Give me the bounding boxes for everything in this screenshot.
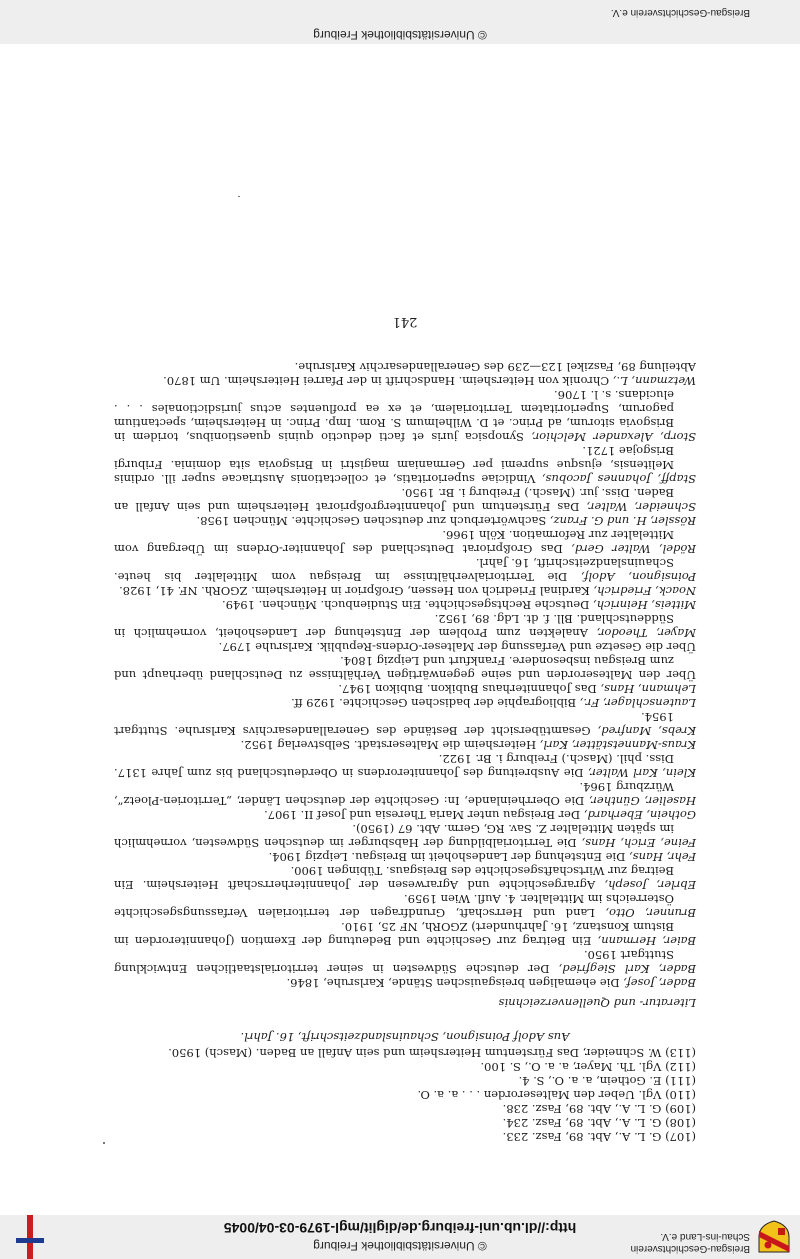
reference-item: [114, 654, 696, 682]
reference-text: Agrargeschichte und Agrarwesen der Johanniterherrschaft Heitersheim. Ein Beitrag zur Wirtschaftsgeschichte des Breisgaus. Tübingen 1900.: [114, 864, 674, 892]
reference-item: [114, 514, 696, 528]
page-number: 241: [392, 314, 418, 329]
reference-text: Heitersheim die Malteserstadt. Selbstverlag 1952.: [240, 738, 540, 752]
university-cross-icon: [16, 1215, 44, 1259]
header-bar: [0, 1215, 800, 1259]
page-content: [114, 314, 696, 1144]
reference-text: Synopsica juris et facti deductio quinis quaestionibus, toridem in Brisgovia sitorum, ad Princ. et D. Wilhelmum S. Rom. Imp. Princ. in Heitersheim, spectantium pagorum, Superioritatem Territorialem, et ex ea profluentes actus jurisdictionales . . . elucidans. s. l. 1706.: [113, 388, 674, 444]
reference-author: Ebrler, Joseph,: [604, 878, 696, 892]
footnote: (109) G. L. A., Abt. 89, Fasz. 238.: [502, 1102, 696, 1116]
reference-text: Gesamtübersicht der Bestände des Generallandesarchivs Karlsruhe. Stuttgart 1954.: [114, 710, 674, 738]
reference-item: [114, 752, 696, 780]
reference-author: Fehr, Hans,: [629, 850, 696, 864]
footnotes-list: [114, 1046, 696, 1144]
reference-author: Lautenschlager, Fr.,: [579, 696, 696, 710]
reference-item: [114, 556, 696, 584]
reference-text: Vindiciae superioritatis, et collectationis Austriacae super ill. ordinis Melitensis, ejusque supremi per Germaniam magistri in Brisgovia sita dominia. Friburgi Brisgojae 1721.: [114, 444, 674, 486]
reference-text: Analekten zum Problem der Entstehung der Landeshoheit, vornehmlich in Süddeutschland. Bll. f. dt. Ldg. 89, 1952.: [113, 612, 674, 640]
reference-item: [114, 696, 696, 710]
reference-text: Der Breisgau unter Maria Theresia und Josef II. 1907.: [264, 808, 584, 822]
reference-author: Mitteis, Heinrich,: [593, 598, 696, 612]
reference-author: Krebs, Manfred,: [597, 724, 696, 738]
reference-item: [114, 822, 696, 850]
reference-text: Über den Malteserorden und seine gegenwärtigen Verhältnisse zu Deutschland überhaupt und zum Breisgau insbesondere. Frankfurt und Leipzig 1804.: [114, 654, 696, 682]
reference-item: [114, 948, 696, 976]
reference-text: Die Territorialbildung der Habsburger im deutschen Südwesten, vornehmlich im späten Mittelalter Z. Sav. RG, Germ. Abt. 67 (1950).: [113, 822, 674, 850]
reference-item: [114, 374, 696, 388]
reference-author: Klein, Karl Walter,: [587, 766, 696, 780]
reference-item: [114, 780, 696, 808]
reference-author: Brunner, Otto,: [605, 906, 696, 920]
reference-author: Stapff, Johannes Jacobus,: [541, 472, 696, 486]
reference-item: [114, 598, 696, 612]
reference-author: Baier, Hermann,: [597, 934, 696, 948]
reference-text: Die Oberrheinlande, In: Geschichte der deutschen Länder, „Territorien-Ploetz“, Würzburg 1964.: [113, 780, 674, 808]
reference-item: [114, 388, 696, 444]
reference-item: [114, 710, 696, 738]
library-copyright: © Universitätsbibliothek Freiburg: [313, 1239, 487, 1253]
scan-speck: [238, 196, 240, 197]
reference-text: Sachwörterbuch zur deutschen Geschichte. München 1958.: [196, 514, 550, 528]
reference-text: Deutsche Rechtsgeschichte. Ein Studienbuch. München. 1949.: [221, 598, 593, 612]
document-url-link[interactable]: http://dl.ub.uni-freiburg.de/diglit/mgl-1979-03-04/0045: [223, 1220, 577, 1236]
reference-item: [114, 444, 696, 486]
reference-text: Das Fürstentum und Johannitergroßpriorat Heitersheim und sein Anfall an Baden. Diss. jur. (Masch.) Freiburg i. Br. 1950.: [113, 486, 674, 514]
reference-text: Über die Gesetze und Verfassung der Malteser-Ordens-Republik. Karlsruhe 1797.: [218, 640, 696, 654]
reference-author: Bader, Josef,: [623, 976, 696, 990]
reference-item: [114, 864, 696, 892]
reference-text: Kardinal Friedrich von Hessen, Großprior in Heitersheim. ZGORh. NF. 41, 1928.: [119, 584, 594, 598]
reference-text: Die ehemaligen breisgauischen Stände, Karlsruhe, 1846.: [286, 976, 624, 990]
footnote: (112) Vgl. Th. Mayer, a. a. O., S. 100.: [480, 1060, 696, 1074]
reference-text: Die Entstehung der Landeshoheit im Breisgau. Leipzig 1904.: [268, 850, 630, 864]
reference-author: Kraus-Mannetstätter, Karl,: [539, 738, 696, 752]
reference-item: [114, 584, 696, 598]
reference-text: Abteilung 89, Faszikel 123—239 des Generallandesarchiv Karlsruhe.: [294, 360, 696, 374]
reference-author: Feine, Erich, Hans,: [581, 836, 696, 850]
footer-library-copyright: © Universitätsbibliothek Freiburg: [313, 28, 487, 42]
reference-item: [114, 682, 696, 696]
reference-author: Rödel, Walter Gerd,: [571, 542, 696, 556]
reference-item: [114, 486, 696, 514]
reference-text: Ein Beitrag zur Geschichte und Bedeutung der Exemtion (Johanniterorden im Bistum Konstanz, 16. Jahrhundert) ZGORh, NF 25, 1910.: [114, 920, 674, 948]
scan-speck: [103, 1142, 105, 1144]
reference-text: Die Ausbreitung des Johanniterordens in Oberdeutschland bis zum Jahre 1317. Diss. phil. (Masch.) Freiburg i. Br. 1922.: [114, 752, 674, 780]
reference-item: [114, 976, 696, 990]
footnote: (110) Vgl. Ueber den Malteserorden . . . a. a. O.: [417, 1088, 696, 1102]
reference-author: Storp, Alexander Melchior,: [531, 430, 696, 444]
reference-author: Mayer, Theodor,: [596, 626, 696, 640]
image-credit: Aus Adolf Poinsignon, Schauinslandzeitschrift, 16. Jahrl.: [240, 1030, 570, 1044]
references-list: [114, 360, 696, 990]
reference-text: Der deutsche Südwesten in seiner territorialstaatlichen Entwicklung Stuttgart 1950.: [113, 948, 674, 976]
reference-author: Schneider, Walter,: [586, 500, 696, 514]
reference-author: Gothein, Eberhard,: [583, 808, 696, 822]
footnote: (108) G. L. A., Abt. 89, Fasz. 234.: [502, 1116, 696, 1130]
reference-text: Chronik von Heitersheim. Handschrift in der Pfarrei Heitersheim. Um 1870.: [163, 374, 613, 388]
reference-author: Rössler, H. und G. Franz,: [549, 514, 696, 528]
reference-text: Die Territorialverhältnisse im Breisgau vom Mittelalter bis heute. Schauinslandzeitschrift, 16. Jahrl.: [114, 556, 674, 584]
reference-item: [114, 920, 696, 948]
footnote: (113) W. Schneider, Das Fürstentum Heitersheim und sein Anfall an Baden. (Masch) 1950.: [168, 1046, 696, 1060]
reference-item: [114, 640, 696, 654]
reference-author: Noack, Friedrich,: [593, 584, 696, 598]
footnote: (107) G. L. A., Abt. 89, Fasz. 233.: [502, 1130, 696, 1144]
reference-text: Das Johanniterhaus Bubikon. Bubikon 1947.: [338, 682, 601, 696]
reference-item: [114, 738, 696, 752]
footnote: (111) E. Gothein, a. a. O., S. 4.: [518, 1074, 696, 1088]
society-name: Breisgau-Geschichtsverein Schau-ins-Land e.V.: [630, 1231, 750, 1254]
reference-item: [114, 808, 696, 822]
footer-society-name: Breisgau-Geschichtsverein e.V.: [610, 7, 750, 18]
reference-author: Haselier, Günther,: [588, 794, 696, 808]
reference-item: [114, 850, 696, 864]
reference-item: [114, 360, 696, 374]
reference-author: Lehmann, Hans,: [600, 682, 696, 696]
reference-author: Wetzmann, L.,: [612, 374, 696, 388]
reference-author: Bader, Karl Siegfried,: [558, 962, 696, 976]
reference-text: Land und Herrschaft, Grundfragen der territorialen Verfassungsgeschichte Österreichs im Mittelalter. 4. Aufl. Wien 1959.: [114, 892, 674, 920]
reference-author: Poinsignon, Adolf,: [580, 570, 696, 584]
reference-text: Bibliographie der badischen Geschichte. 1929 ff.: [291, 696, 580, 710]
reference-item: [114, 612, 696, 640]
footer-bar: [0, 0, 800, 44]
reference-item: [114, 892, 696, 920]
section-heading: Literatur- und Quellenverzeichnis: [498, 996, 696, 1010]
reference-text: Das Großpriorat Deutschland des Johanniter-Ordens im Übergang vom Mittelalter zur Reformation. Köln 1966.: [114, 528, 674, 556]
reference-item: [114, 528, 696, 556]
